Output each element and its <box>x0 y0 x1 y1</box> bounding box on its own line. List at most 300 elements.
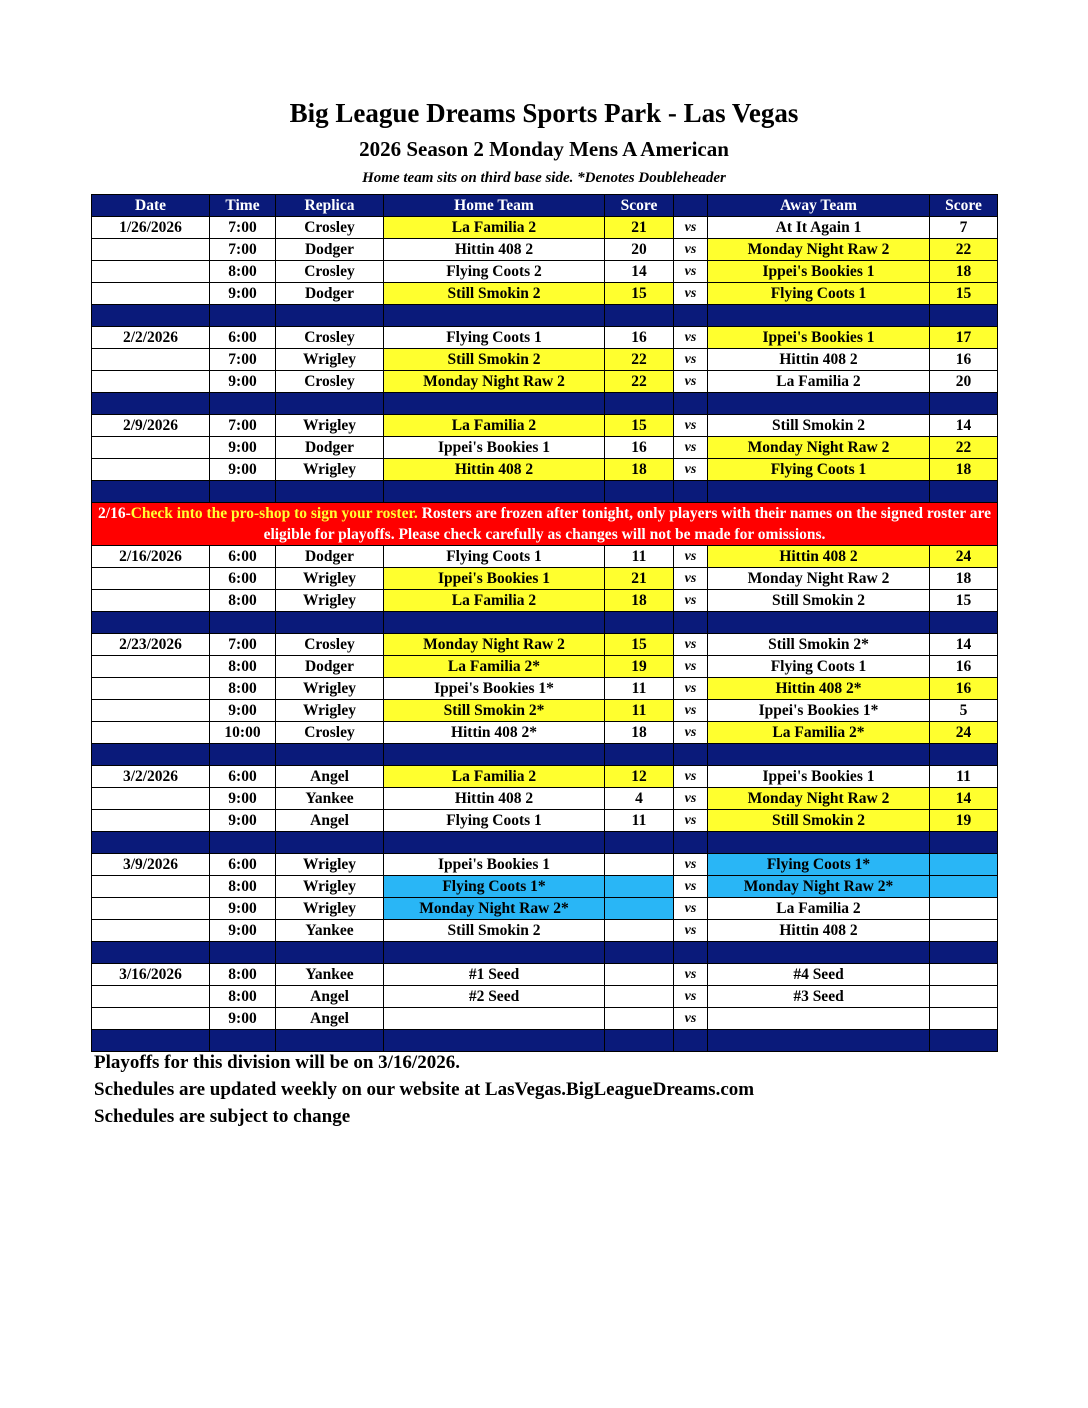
away-team: Hittin 408 2 <box>708 920 930 942</box>
schedule-body <box>92 217 998 1052</box>
game-date: 2/16/2026 <box>92 546 210 568</box>
away-score: 15 <box>930 590 998 612</box>
game-time: 6:00 <box>210 327 276 349</box>
home-team: Still Smokin 2 <box>384 283 605 305</box>
game-time: 9:00 <box>210 788 276 810</box>
home-team: Flying Coots 1 <box>384 546 605 568</box>
vs-label: vs <box>674 986 708 1008</box>
home-team: Flying Coots 2 <box>384 261 605 283</box>
game-field: Angel <box>276 986 384 1008</box>
header-date: Date <box>92 195 210 217</box>
game-row <box>92 722 998 744</box>
game-time: 7:00 <box>210 239 276 261</box>
game-date <box>92 656 210 678</box>
vs-label: vs <box>674 283 708 305</box>
game-date: 3/9/2026 <box>92 854 210 876</box>
game-date <box>92 788 210 810</box>
away-score: 24 <box>930 722 998 744</box>
separator-cell <box>276 612 384 634</box>
separator-cell <box>384 481 605 503</box>
game-date <box>92 283 210 305</box>
away-team: Still Smokin 2 <box>708 590 930 612</box>
vs-label: vs <box>674 1008 708 1030</box>
home-score: 16 <box>605 327 674 349</box>
game-date <box>92 700 210 722</box>
separator-cell <box>674 744 708 766</box>
vs-label: vs <box>674 876 708 898</box>
vs-label: vs <box>674 459 708 481</box>
game-field: Crosley <box>276 722 384 744</box>
separator-cell <box>210 612 276 634</box>
game-row <box>92 459 998 481</box>
game-time: 8:00 <box>210 678 276 700</box>
game-field: Wrigley <box>276 590 384 612</box>
footer-playoffs: Playoffs for this division will be on 3/16/2026. <box>94 1052 460 1073</box>
away-team: Ippei's Bookies 1 <box>708 766 930 788</box>
home-score: 4 <box>605 788 674 810</box>
game-field: Wrigley <box>276 459 384 481</box>
home-team: Hittin 408 2 <box>384 239 605 261</box>
home-team: Still Smokin 2 <box>384 920 605 942</box>
away-team: #4 Seed <box>708 964 930 986</box>
game-field: Crosley <box>276 261 384 283</box>
game-date <box>92 437 210 459</box>
home-team: #1 Seed <box>384 964 605 986</box>
separator-cell <box>92 393 210 415</box>
away-score: 11 <box>930 766 998 788</box>
home-team: La Familia 2 <box>384 217 605 239</box>
away-team: Hittin 408 2 <box>708 349 930 371</box>
game-field: Crosley <box>276 634 384 656</box>
game-field: Wrigley <box>276 854 384 876</box>
game-time: 9:00 <box>210 283 276 305</box>
separator-cell <box>605 942 674 964</box>
away-score: 16 <box>930 349 998 371</box>
home-score: 15 <box>605 283 674 305</box>
home-team: Monday Night Raw 2* <box>384 898 605 920</box>
game-time: 7:00 <box>210 217 276 239</box>
away-team: Monday Night Raw 2 <box>708 568 930 590</box>
away-score: 24 <box>930 546 998 568</box>
game-row <box>92 920 998 942</box>
game-date <box>92 239 210 261</box>
home-score: 11 <box>605 678 674 700</box>
page-title: Big League Dreams Sports Park - Las Vegas <box>289 98 799 128</box>
header-vs <box>674 195 708 217</box>
separator-cell <box>930 942 998 964</box>
game-row <box>92 854 998 876</box>
vs-label: vs <box>674 920 708 942</box>
home-score: 19 <box>605 656 674 678</box>
away-team: Monday Night Raw 2* <box>708 876 930 898</box>
separator-cell <box>210 305 276 327</box>
footer-disclaimer: Schedules are subject to change <box>94 1106 351 1127</box>
home-score: 15 <box>605 415 674 437</box>
header-away-score: Score <box>930 195 998 217</box>
separator-cell <box>384 305 605 327</box>
away-team: Monday Night Raw 2 <box>708 239 930 261</box>
separator-cell <box>674 832 708 854</box>
game-row <box>92 327 998 349</box>
separator-cell <box>384 393 605 415</box>
vs-label: vs <box>674 656 708 678</box>
away-team: La Familia 2 <box>708 371 930 393</box>
separator-cell <box>276 744 384 766</box>
home-score <box>605 1008 674 1030</box>
away-score: 14 <box>930 415 998 437</box>
home-score: 21 <box>605 217 674 239</box>
away-team: La Familia 2 <box>708 898 930 920</box>
game-row <box>92 217 998 239</box>
game-date <box>92 986 210 1008</box>
vs-label: vs <box>674 964 708 986</box>
game-time: 9:00 <box>210 810 276 832</box>
game-row <box>92 678 998 700</box>
home-team: Hittin 408 2 <box>384 788 605 810</box>
separator-cell <box>930 744 998 766</box>
home-team: Flying Coots 1 <box>384 810 605 832</box>
game-row <box>92 766 998 788</box>
game-row <box>92 415 998 437</box>
game-date: 3/16/2026 <box>92 964 210 986</box>
game-time: 6:00 <box>210 766 276 788</box>
separator-cell <box>276 393 384 415</box>
away-team: Flying Coots 1 <box>708 459 930 481</box>
away-team: Ippei's Bookies 1 <box>708 261 930 283</box>
game-field: Wrigley <box>276 700 384 722</box>
away-team: La Familia 2* <box>708 722 930 744</box>
away-score: 20 <box>930 371 998 393</box>
home-score <box>605 920 674 942</box>
game-time: 9:00 <box>210 898 276 920</box>
game-row <box>92 239 998 261</box>
header-away-team: Away Team <box>708 195 930 217</box>
game-row <box>92 898 998 920</box>
away-score: 16 <box>930 678 998 700</box>
separator-cell <box>92 481 210 503</box>
home-score: 22 <box>605 349 674 371</box>
game-field: Dodger <box>276 283 384 305</box>
home-team: Flying Coots 1* <box>384 876 605 898</box>
week-separator <box>92 612 998 634</box>
separator-cell <box>930 612 998 634</box>
home-score: 12 <box>605 766 674 788</box>
week-separator <box>92 832 998 854</box>
game-date <box>92 590 210 612</box>
game-field: Wrigley <box>276 415 384 437</box>
separator-cell <box>384 942 605 964</box>
game-date <box>92 371 210 393</box>
game-field: Crosley <box>276 371 384 393</box>
home-score: 11 <box>605 700 674 722</box>
header-home-score: Score <box>605 195 674 217</box>
separator-cell <box>210 393 276 415</box>
away-score <box>930 876 998 898</box>
game-field: Angel <box>276 1008 384 1030</box>
vs-label: vs <box>674 810 708 832</box>
home-score: 18 <box>605 722 674 744</box>
home-team: Ippei's Bookies 1 <box>384 854 605 876</box>
separator-cell <box>674 481 708 503</box>
away-score: 22 <box>930 437 998 459</box>
game-date <box>92 722 210 744</box>
away-team: #3 Seed <box>708 986 930 1008</box>
away-score <box>930 898 998 920</box>
home-score: 11 <box>605 546 674 568</box>
away-score: 18 <box>930 459 998 481</box>
game-time: 8:00 <box>210 656 276 678</box>
away-team: Monday Night Raw 2 <box>708 788 930 810</box>
separator-cell <box>210 744 276 766</box>
separator-cell <box>708 744 930 766</box>
game-field: Angel <box>276 766 384 788</box>
game-date: 2/23/2026 <box>92 634 210 656</box>
away-team: Ippei's Bookies 1* <box>708 700 930 722</box>
separator-cell <box>605 305 674 327</box>
home-team: La Familia 2 <box>384 590 605 612</box>
game-date <box>92 920 210 942</box>
separator-cell <box>92 942 210 964</box>
away-team: Ippei's Bookies 1 <box>708 327 930 349</box>
home-team: Monday Night Raw 2 <box>384 371 605 393</box>
game-row <box>92 546 998 568</box>
game-field: Yankee <box>276 788 384 810</box>
game-field: Crosley <box>276 327 384 349</box>
away-team: Hittin 408 2* <box>708 678 930 700</box>
separator-cell <box>708 832 930 854</box>
separator-cell <box>708 942 930 964</box>
away-score: 5 <box>930 700 998 722</box>
game-time: 9:00 <box>210 700 276 722</box>
separator-cell <box>276 832 384 854</box>
home-score: 21 <box>605 568 674 590</box>
game-date <box>92 810 210 832</box>
game-date <box>92 678 210 700</box>
game-row <box>92 261 998 283</box>
home-score: 18 <box>605 590 674 612</box>
vs-label: vs <box>674 546 708 568</box>
game-row <box>92 964 998 986</box>
home-team: Ippei's Bookies 1 <box>384 437 605 459</box>
game-field: Angel <box>276 810 384 832</box>
game-field: Yankee <box>276 920 384 942</box>
game-time: 6:00 <box>210 546 276 568</box>
vs-label: vs <box>674 854 708 876</box>
separator-cell <box>92 832 210 854</box>
game-row <box>92 437 998 459</box>
page-subtitle: 2026 Season 2 Monday Mens A American <box>359 137 729 161</box>
vs-label: vs <box>674 590 708 612</box>
vs-label: vs <box>674 700 708 722</box>
header-replica: Replica <box>276 195 384 217</box>
separator-cell <box>210 942 276 964</box>
away-score: 16 <box>930 656 998 678</box>
vs-label: vs <box>674 239 708 261</box>
home-score: 11 <box>605 810 674 832</box>
away-score: 18 <box>930 568 998 590</box>
game-time: 9:00 <box>210 371 276 393</box>
away-score: 15 <box>930 283 998 305</box>
game-row <box>92 700 998 722</box>
home-team: Ippei's Bookies 1* <box>384 678 605 700</box>
game-row <box>92 986 998 1008</box>
game-row <box>92 876 998 898</box>
vs-label: vs <box>674 898 708 920</box>
away-score <box>930 986 998 1008</box>
game-field: Dodger <box>276 239 384 261</box>
away-score <box>930 964 998 986</box>
home-score: 14 <box>605 261 674 283</box>
game-date <box>92 261 210 283</box>
away-score: 17 <box>930 327 998 349</box>
home-team: Monday Night Raw 2 <box>384 634 605 656</box>
roster-notice <box>92 503 998 546</box>
game-time: 8:00 <box>210 261 276 283</box>
game-time: 10:00 <box>210 722 276 744</box>
schedule-table <box>91 194 998 1052</box>
game-field: Dodger <box>276 656 384 678</box>
home-score: 18 <box>605 459 674 481</box>
vs-label: vs <box>674 437 708 459</box>
home-team: Ippei's Bookies 1 <box>384 568 605 590</box>
separator-cell <box>708 612 930 634</box>
notice-lead: 2/16- <box>98 505 131 522</box>
game-time: 6:00 <box>210 854 276 876</box>
week-separator <box>92 481 998 503</box>
separator-cell <box>384 832 605 854</box>
vs-label: vs <box>674 349 708 371</box>
separator-cell <box>708 305 930 327</box>
home-team: La Familia 2 <box>384 415 605 437</box>
separator-cell <box>92 744 210 766</box>
home-team: Still Smokin 2* <box>384 700 605 722</box>
home-score <box>605 964 674 986</box>
home-team: La Familia 2* <box>384 656 605 678</box>
home-score <box>605 986 674 1008</box>
game-row <box>92 788 998 810</box>
game-row <box>92 283 998 305</box>
vs-label: vs <box>674 217 708 239</box>
notice-rest: Rosters are frozen after tonight, only players with their names on the signed roster are eligible for playoffs. Please check carefully as changes will not be made for omissions. <box>263 505 991 543</box>
separator-cell <box>605 481 674 503</box>
game-row <box>92 349 998 371</box>
game-row <box>92 1008 998 1030</box>
vs-label: vs <box>674 766 708 788</box>
away-score: 7 <box>930 217 998 239</box>
game-time: 7:00 <box>210 415 276 437</box>
home-team: Flying Coots 1 <box>384 327 605 349</box>
separator-cell <box>674 305 708 327</box>
game-time: 9:00 <box>210 459 276 481</box>
week-separator <box>92 393 998 415</box>
away-team: Flying Coots 1 <box>708 656 930 678</box>
game-field: Dodger <box>276 546 384 568</box>
game-field: Wrigley <box>276 678 384 700</box>
footer <box>94 1049 754 1130</box>
home-score <box>605 854 674 876</box>
separator-cell <box>605 612 674 634</box>
game-field: Wrigley <box>276 349 384 371</box>
away-team: Monday Night Raw 2 <box>708 437 930 459</box>
home-team <box>384 1008 605 1030</box>
footer-website: Schedules are updated weekly on our website at LasVegas.BigLeagueDreams.com <box>94 1079 755 1100</box>
game-date <box>92 898 210 920</box>
header-home-team: Home Team <box>384 195 605 217</box>
week-separator <box>92 305 998 327</box>
away-score: 14 <box>930 634 998 656</box>
vs-label: vs <box>674 371 708 393</box>
separator-cell <box>930 481 998 503</box>
game-time: 7:00 <box>210 349 276 371</box>
separator-cell <box>92 305 210 327</box>
away-score <box>930 920 998 942</box>
separator-cell <box>708 393 930 415</box>
away-score <box>930 854 998 876</box>
game-time: 9:00 <box>210 1008 276 1030</box>
vs-label: vs <box>674 788 708 810</box>
week-separator <box>92 942 998 964</box>
home-team: La Familia 2 <box>384 766 605 788</box>
away-score: 18 <box>930 261 998 283</box>
away-team: Hittin 408 2 <box>708 546 930 568</box>
vs-label: vs <box>674 678 708 700</box>
game-time: 7:00 <box>210 634 276 656</box>
game-date <box>92 349 210 371</box>
game-field: Wrigley <box>276 898 384 920</box>
game-time: 8:00 <box>210 876 276 898</box>
game-date: 2/2/2026 <box>92 327 210 349</box>
game-time: 6:00 <box>210 568 276 590</box>
game-row <box>92 590 998 612</box>
separator-cell <box>930 305 998 327</box>
away-score: 14 <box>930 788 998 810</box>
home-score: 22 <box>605 371 674 393</box>
separator-cell <box>276 942 384 964</box>
game-row <box>92 371 998 393</box>
separator-cell <box>930 832 998 854</box>
separator-cell <box>605 744 674 766</box>
away-team <box>708 1008 930 1030</box>
notice-highlight: Check into the pro-shop to sign your roster. <box>130 505 418 522</box>
game-date <box>92 568 210 590</box>
game-field: Wrigley <box>276 876 384 898</box>
vs-label: vs <box>674 415 708 437</box>
home-score <box>605 898 674 920</box>
away-score: 22 <box>930 239 998 261</box>
away-team: Still Smokin 2 <box>708 415 930 437</box>
game-row <box>92 810 998 832</box>
home-score: 15 <box>605 634 674 656</box>
vs-label: vs <box>674 634 708 656</box>
game-field: Yankee <box>276 964 384 986</box>
separator-cell <box>384 612 605 634</box>
separator-cell <box>92 612 210 634</box>
home-team: Still Smokin 2 <box>384 349 605 371</box>
game-row <box>92 656 998 678</box>
header-time: Time <box>210 195 276 217</box>
separator-cell <box>674 942 708 964</box>
game-time: 8:00 <box>210 986 276 1008</box>
separator-cell <box>708 481 930 503</box>
away-team: Still Smokin 2* <box>708 634 930 656</box>
game-date <box>92 459 210 481</box>
separator-cell <box>276 481 384 503</box>
separator-cell <box>674 612 708 634</box>
away-score: 19 <box>930 810 998 832</box>
separator-cell <box>930 1030 998 1052</box>
header-row <box>92 195 998 217</box>
separator-cell <box>930 393 998 415</box>
